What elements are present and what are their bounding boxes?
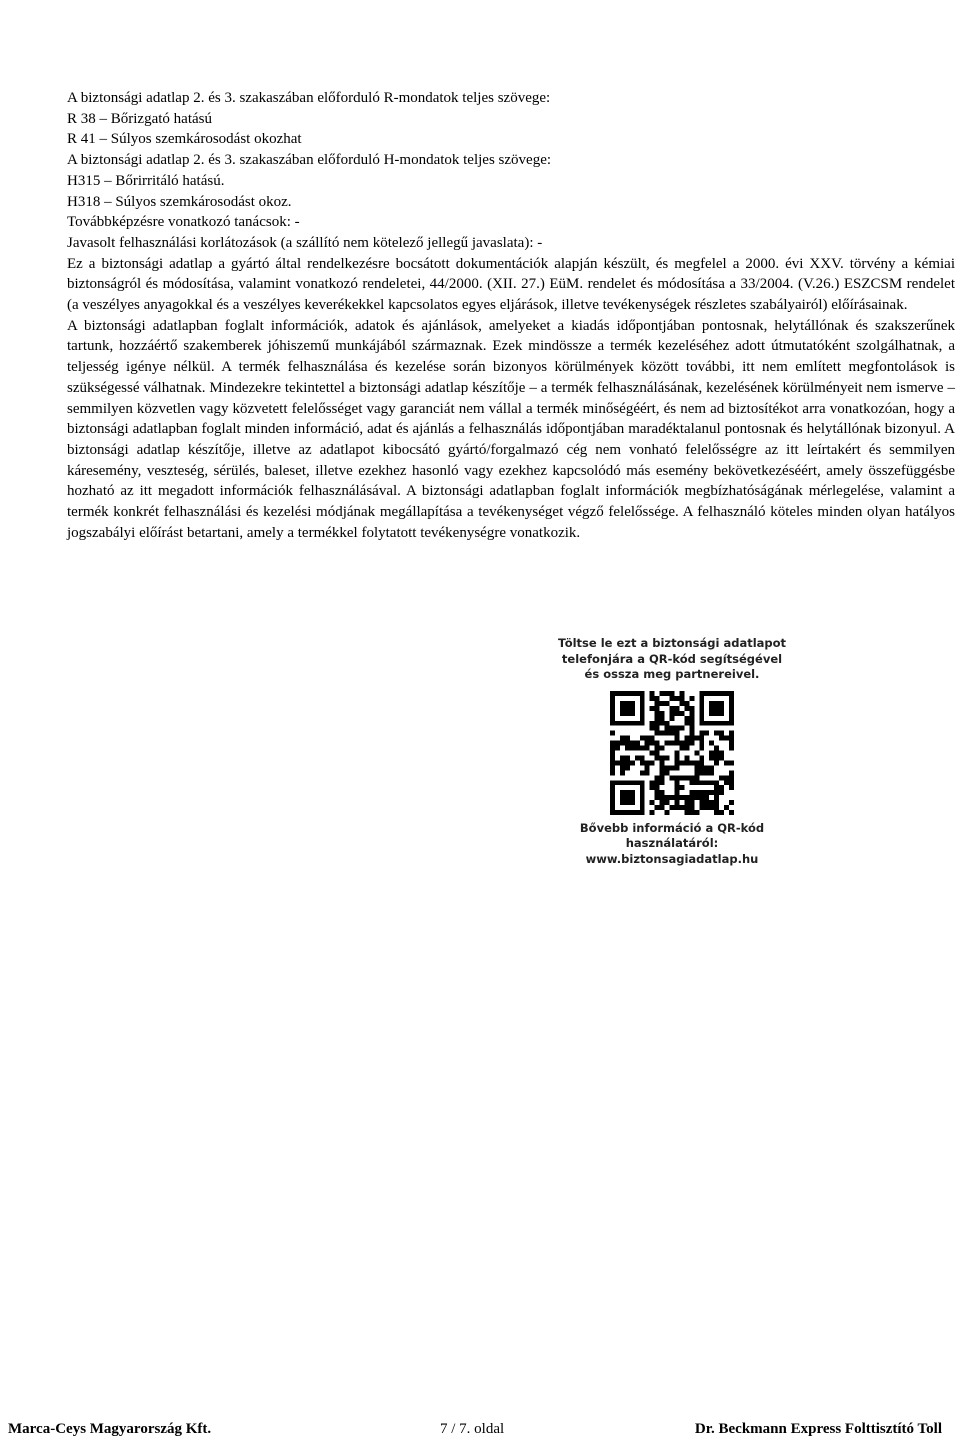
version-number: Verziószám: 2 (8, 40, 94, 56)
r38-phrase: R 38 – Bőrizgató hatású (67, 110, 212, 127)
r41-phrase: R 41 – Súlyos szemkárosodást okozhat (67, 131, 302, 148)
disclaimer-paragraph: A biztonsági adatlapban foglalt információk, adatok és ajánlások, amelyeket a kiadás időpontjában pontosnak, helytállónak és szakszerűnek tartunk, hozzáértő szakemberek jóhiszemű munkájából származnak. Ezek mindössze a termék kezeléséhez adott útmutatóként szolgálhatnak, a teljesség igénye nélkül. A termék felhasználása és kezelése során bizonyos körülmények között további, itt nem említett megfontolások is szükségessé válhatnak. Mindezekre tekintettel a biztonsági adatlap készítője – a termék felhasználásának, kezelésének körülményeit nem ismerve – semmilyen közvetlen vagy közvetett felelősséget vagy garanciát nem vállal a termék minőségéért, és nem ad biztosítékot arra vonatkozóan, hogy a biztonsági adatlapban foglalt minden információ, adat és ajánlás a felhasználás időpontjában maradéktalanul pontosnak és helytállónak bizonyul. A biztonsági adatlap készítője, illetve az adatlapot kibocsátó gyártó/forgalmazó cég nem vonható felelősségre az itt leírtakért és semmilyen káresemény, veszteség, sérülés, baleset, illetve ezekhez hasonló vagy ezekhez kapcsolódó más esemény bekövetkezéséért, amely összefüggésbe hozható az itt megadott információk felhasználásával. A biztonsági adatlapban foglalt információk megbízhatóságának mérlegelése, valamint a termék konkrét felhasználási és kezelési módjának megállapítása a tevékenységet végző felelőssége. A felhasználó köteles minden olyan hatályos jogszabályi előírást betartani, amely a termékkel folytatott tevékenységre vonatkozik. (67, 317, 955, 541)
header-url[interactable]: http://www.biztonsagiadatlap.hu (757, 20, 952, 36)
document-body (67, 88, 955, 543)
legal-compliance-paragraph: Ez a biztonsági adatlap a gyártó által rendelkezésre bocsátott dokumentációk alapján készült, és megfelel a 2000. évi XXV. törvény a kémiai biztonságról és módosítása, valamint vonatkozó rendeletei, 44/2000. (XII. 27.) EüM. rendelet és módosítása a 33/2004. (V.26.) ESZCSM rendelet (a veszélyes anyagokkal és a veszélyes keverékekkel kapcsolatos egyes eljárások, illetve tevékenységek részletes szabályairól) előírásainak. (67, 255, 955, 314)
page-header (8, 0, 952, 62)
page-footer (0, 1421, 960, 1442)
qr-bottom-line-3[interactable]: www.biztonsagiadatlap.hu (585, 851, 759, 866)
qr-panel (556, 636, 788, 912)
qr-bottom-line-1: Bővebb információ a QR-kód (579, 820, 765, 835)
footer-page-number: 7 / 7. oldal (440, 1421, 505, 1437)
qr-top-line-3: és ossza meg partnereivel. (584, 667, 760, 681)
h-phrases-intro: A biztonsági adatlap 2. és 3. szakaszában előforduló H-mondatok teljes szövege: (67, 152, 552, 169)
qr-bottom-line-2: használatáról: (625, 836, 719, 850)
r-phrases-intro: A biztonsági adatlap 2. és 3. szakaszában előforduló R-mondatok teljes szövege: (67, 90, 551, 106)
qr-top-line-2: telefonjára a QR-kód segítségével (561, 651, 783, 666)
created-date: Elkészítés időpontja: 2006. szeptember 21. (8, 0, 266, 16)
footer-product: Dr. Beckmann Express Folttisztító Toll (694, 1421, 942, 1437)
qr-code-icon[interactable] (610, 691, 734, 815)
qr-top-line-1: Töltse le ezt a biztonsági adatlapot (557, 636, 787, 650)
revision-date: Felülvizsgálat időpontja: 2012. december 3. (8, 20, 272, 36)
training-advice: Továbbképzésre vonatkozó tanácsok: - (67, 214, 300, 231)
use-restrictions: Javasolt felhasználási korlátozások (a szállító nem kötelező jellegű javaslata): - (67, 234, 543, 251)
h318-phrase: H318 – Súlyos szemkárosodást okoz. (67, 193, 292, 210)
h315-phrase: H315 – Bőrirritáló hatású. (67, 172, 225, 189)
footer-company: Marca-Ceys Magyarország Kft. (8, 1421, 212, 1437)
